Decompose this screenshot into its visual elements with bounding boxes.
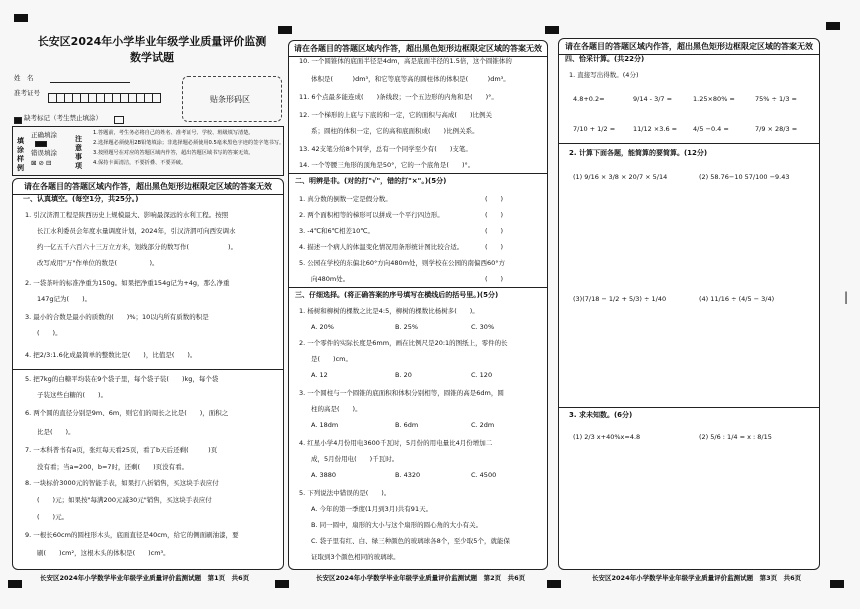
- fill-wrong-label: 错误填涂: [31, 149, 57, 157]
- choice-5: 5. 下列说法中错误的是( )。: [299, 489, 391, 497]
- section-1-title: 一、认真填空。(每空1分，共25分。): [23, 195, 139, 203]
- instructions-box: [12, 126, 284, 176]
- page-1-footer: 长安区2024年小学数学毕业年级学业质量评价监测试题 第1页 共6页: [40, 574, 250, 582]
- q8-line3: ( )元。: [37, 513, 69, 521]
- calc-2: (2) 58.76−10 57/100 −9.43: [699, 173, 790, 181]
- choice-3-line2: 柱的高是( )。: [311, 405, 362, 413]
- q4-line1: 4. 把2/3:1.6化成最简单的整数比是( )，比值是( )。: [25, 351, 197, 359]
- judge-2-paren[interactable]: ( ): [485, 211, 504, 219]
- q7-line1: 7. 一本科普书有a页，张红每天看25页，看了b天后还剩( )页: [25, 446, 218, 454]
- q3-line2: ( )。: [37, 329, 62, 337]
- answer-warning: 请在各题目的答题区域内作答，超出黑色矩形边框限定区域的答案无效: [559, 39, 819, 55]
- q10-line2: 体积是( )dm³，和它等底等高的圆柱体的体积是( )dm³。: [311, 75, 510, 83]
- judge-3-paren[interactable]: ( ): [485, 227, 504, 235]
- direct-4: 75% ÷ 1/3 =: [755, 95, 797, 103]
- equation-1: (1) 2/3 x+40%x=4.8: [573, 433, 641, 441]
- fill-correct-label: 正确填涂: [31, 131, 57, 139]
- choice-5-b[interactable]: B. 同一圆中，扇形的大小与这个扇形的圆心角的大小有关。: [311, 521, 483, 529]
- answer-panel-3: [558, 38, 820, 570]
- choice-2-c[interactable]: C. 120: [471, 371, 493, 379]
- direct-8: 7/9 × 28/3 =: [755, 125, 798, 133]
- note-1: 1.答题前，考生务必将自己的姓名、准考证号、学校、班级填写清楚。: [93, 130, 254, 136]
- registration-mark: [547, 580, 561, 588]
- calc-3: (3)(7/18 − 1/2 + 5/3) ÷ 1/40: [573, 295, 667, 303]
- q14: 14. 一个等腰三角形的顶角是50°，它的一个底角是( )°。: [299, 161, 475, 169]
- q2-line2: 147g记为( )。: [37, 295, 92, 303]
- equation-2: (2) 5/6 : 1/4 = x : 8/15: [699, 433, 772, 441]
- q3-line1: 3. 最小的合数是最小的质数的( )%；10以内所有质数的积是: [25, 313, 209, 321]
- q6-line2: 比是( )。: [37, 428, 75, 436]
- q1-line3: 约一亿五千六百六十三万立方米，划线部分的数写作( )。: [37, 243, 238, 251]
- q9-line2: 刷( )cm²，这根木头的体积是( )cm³。: [37, 549, 170, 557]
- judge-1-paren[interactable]: ( ): [485, 195, 504, 203]
- section-3-title: 三、仔细选择。(将正确答案的序号填写在横线后的括号里。)(5分): [295, 291, 499, 299]
- section-2-title: 二、明辨是非。(对的打"√"，错的打"×"。)(5分): [295, 177, 447, 185]
- choice-5-a[interactable]: A. 今年的第一季度(1月到3月)共有91天。: [311, 505, 433, 513]
- name-label: 姓 名: [14, 74, 34, 82]
- choice-5-c-cont: 证取到3个颜色相同的玻璃球。: [311, 553, 400, 561]
- choice-4-line1: 4. 红星小学4月份用电3600千瓦时，5月份的用电量比4月份增加二: [299, 439, 493, 447]
- q1-line4: 改写成用"万"作单位的数是( )。: [37, 259, 159, 267]
- choice-4-b[interactable]: B. 4320: [395, 471, 421, 479]
- judge-2: 2. 两个面积相等的梯形可以拼成一个平行四边形。: [299, 211, 444, 219]
- page-edge-mark: |: [844, 290, 849, 304]
- fill-correct-sample: [35, 141, 47, 147]
- direct-7: 4/5 −0.4 =: [693, 125, 729, 133]
- fill-sample-label: 填涂样例: [17, 137, 24, 173]
- barcode-label: 贴条形码区: [210, 95, 250, 104]
- q2-line1: 2. 一袋茶叶的标准净重为150g。如果把净重154g记为+4g，那么净重: [25, 279, 230, 287]
- choice-4-c[interactable]: C. 4500: [471, 471, 497, 479]
- choice-1-a[interactable]: A. 20%: [311, 323, 334, 331]
- registration-mark: [14, 14, 28, 22]
- notes-label: 注意事项: [75, 135, 82, 171]
- direct-3: 1.25×80% =: [693, 95, 735, 103]
- part-3-title: 3. 求未知数。(6分): [569, 411, 633, 419]
- q12-line2: 系；圆柱的体积一定，它的高和底面积成( )比例关系。: [311, 127, 479, 135]
- direct-2: 9/14 - 3/7 =: [633, 95, 673, 103]
- judge-5-paren[interactable]: ( ): [485, 275, 504, 283]
- part-2-title: 2. 计算下面各题，能简算的要简算。(12分): [569, 149, 708, 157]
- registration-mark: [545, 26, 559, 34]
- choice-1-c[interactable]: C. 30%: [471, 323, 495, 331]
- choice-4-a[interactable]: A. 3880: [311, 471, 337, 479]
- note-4: 4.保持卡面清洁，不要折叠、不要弄破。: [93, 160, 187, 166]
- choice-1-b[interactable]: B. 25%: [395, 323, 419, 331]
- answer-panel-1: [12, 178, 284, 570]
- choice-2-line2: 是( )cm。: [311, 355, 352, 363]
- exam-no-boxes[interactable]: [48, 88, 160, 107]
- choice-1: 1. 杨树和柳树的棵数之比是4:5，柳树的棵数比杨树多( )。: [299, 307, 479, 315]
- judge-3: 3. -4℃和6℃相差10℃。: [299, 227, 375, 235]
- answer-warning: 请在各题目的答题区域内作答，超出黑色矩形边框限定区域的答案无效: [13, 179, 283, 195]
- q13: 13. 42支笔分给8个同学，总有一个同学至少有( )支笔。: [299, 145, 472, 153]
- answer-warning: 请在各题目的答题区域内作答，超出黑色矩形边框限定区域的答案无效: [289, 41, 547, 57]
- q12-line1: 12. 一个梯形的上底与下底的和一定，它的面积与高成( )比例关: [299, 111, 492, 119]
- choice-5-c[interactable]: C. 袋子里有红、白、绿三种颜色的玻璃球各8个，至少取5个，就能保: [311, 537, 510, 545]
- judge-1: 1. 真分数的倒数一定是假分数。: [299, 195, 392, 203]
- q6-line1: 6. 两个圆的直径分别是9m、6m，则它们的周长之比是( )，面积之: [25, 409, 229, 417]
- exam-title: 长安区2024年小学毕业年级学业质量评价监测: [37, 35, 267, 48]
- registration-mark: [275, 580, 289, 588]
- choice-4-line2: 成，5月份用电( )千瓦时。: [311, 455, 399, 463]
- registration-mark: [830, 580, 844, 588]
- calc-1: (1) 9/16 × 3/8 × 20/7 × 5/14: [573, 173, 668, 181]
- q9-line1: 9. 一根长60cm的圆柱形木头，底面直径是40cm，给它的侧面刷油漆，要: [25, 531, 239, 539]
- q5-line1: 5. 把7kg的白糖平均装在9个袋子里，每个袋子装( )kg，每个袋: [25, 375, 219, 383]
- judge-5-cont: 向480m处。: [311, 275, 350, 283]
- absent-label: 缺考标记（考生禁止填涂）: [24, 114, 102, 122]
- q11: 11. 6个点最多能连成( )条线段；一个五边形的内角和是( )°。: [299, 93, 498, 101]
- choice-2-line1: 2. 一个零件的实际长度是6mm，画在比例尺是20:1的图纸上，零件的长: [299, 339, 508, 347]
- part-1-title: 1. 直接写出得数。(4分): [569, 71, 639, 79]
- absent-box[interactable]: [114, 116, 124, 124]
- choice-3-b[interactable]: B. 6dm: [395, 421, 419, 429]
- exam-subtitle: 数学试题: [130, 51, 174, 64]
- page-3-footer: 长安区2024年小学数学毕业年级学业质量评价监测试题 第3页 共6页: [592, 574, 802, 582]
- q1-line2: 长江水利委员会年度水量调度计划，2024年，引汉济渭可向西安调水: [37, 227, 236, 235]
- judge-5: 5. 公园在学校的东偏北60°方向480m处，则学校在公园的南偏西60°方: [299, 259, 506, 267]
- q5-line2: 子装这些白糖的( )。: [37, 391, 108, 399]
- exam-no-label: 准考证号: [14, 89, 40, 97]
- choice-3-line1: 3. 一个圆柱与一个圆锥的底面积和体积分别相等，圆锥的高是6dm，圆: [299, 389, 504, 397]
- direct-6: 11/12 ×3.6 =: [633, 125, 678, 133]
- note-2: 2.选择题必须使用2B铅笔填涂；非选择题必须使用0.5毫米黑色字迹的签字笔书写。: [93, 140, 285, 146]
- direct-1: 4.8+0.2=: [573, 95, 605, 103]
- q1-line1: 1. 引汉济渭工程是陕西历史上规模最大、影响最深远的水利工程。按照: [25, 211, 229, 219]
- fill-wrong-samples: ⊠ ⊘ ⊟: [31, 159, 52, 167]
- q10-line1: 10. 一个圆锥体的底面半径是4dm，高是底面半径的1.5倍，这个圆锥体的: [299, 57, 512, 65]
- q7-line2: 没有看；当a=200，b=7时，还剩( )页没有看。: [37, 463, 189, 471]
- judge-4-paren[interactable]: ( ): [485, 243, 504, 251]
- name-field[interactable]: [50, 82, 130, 83]
- absent-checkbox[interactable]: [14, 117, 22, 124]
- q8-line2: ( )元；如果按"每满200元减30元"销售，买这块手表应付: [37, 496, 212, 504]
- q8-line1: 8. 一块标价3000元的智能手表，如果打八折销售，买这块手表应付: [25, 479, 219, 487]
- section-4-title: 四、恰采计算。(共22分): [565, 55, 645, 63]
- page-2-footer: 长安区2024年小学数学毕业年级学业质量评价监测试题 第2页 共6页: [316, 574, 526, 582]
- judge-4: 4. 描述一个病人的体温变化情况用条形统计图比较合适。: [299, 243, 464, 251]
- choice-3-a[interactable]: A. 18dm: [311, 421, 339, 429]
- choice-3-c[interactable]: C. 2dm: [471, 421, 495, 429]
- note-3: 3.按照题号在对应的答题区域内作答，超出答题区域书写的答案无效。: [93, 150, 254, 156]
- registration-mark: [826, 22, 840, 30]
- calc-4: (4) 11/16 ÷ (4/5 − 3/4): [699, 295, 775, 303]
- choice-2-b[interactable]: B. 20: [395, 371, 412, 379]
- direct-5: 7/10 + 1/2 =: [573, 125, 616, 133]
- choice-2-a[interactable]: A. 12: [311, 371, 328, 379]
- answer-panel-2: [288, 40, 548, 570]
- registration-mark: [8, 580, 22, 588]
